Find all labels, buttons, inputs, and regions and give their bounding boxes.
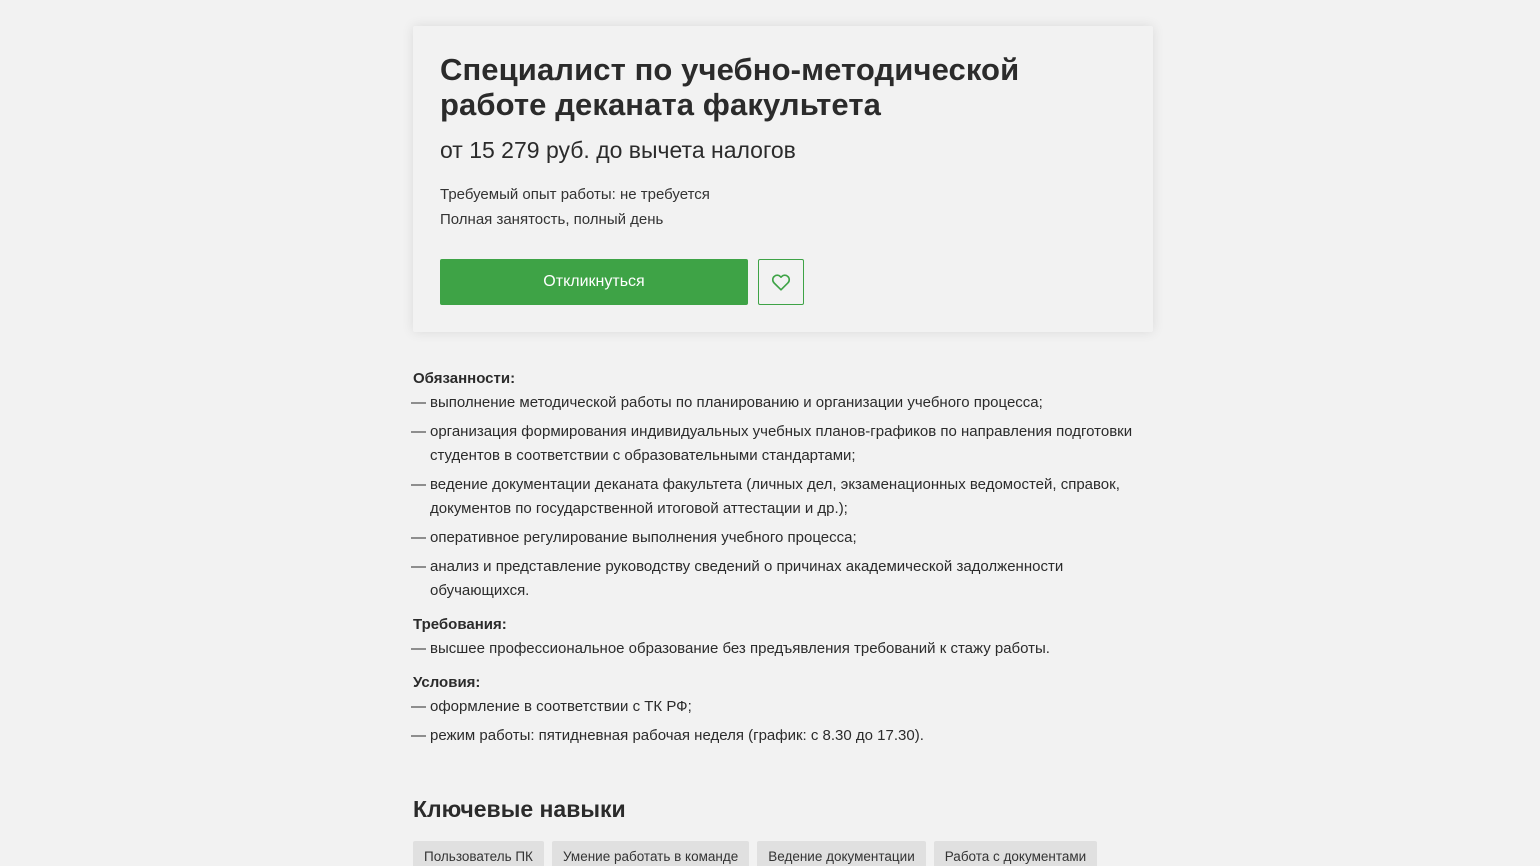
list-item-text: анализ и представление руководству сведений о причинах академической задолженности обучающихся. bbox=[430, 558, 1064, 599]
duties-heading: Обязанности: bbox=[413, 370, 516, 387]
experience-text: Требуемый опыт работы: не требуется bbox=[440, 186, 710, 203]
requirements-heading: Требования: bbox=[413, 616, 507, 633]
skill-tag[interactable]: Ведение документации bbox=[757, 841, 926, 866]
favorite-button[interactable] bbox=[758, 259, 804, 305]
employment-text: Полная занятость, полный день bbox=[440, 211, 664, 228]
list-item bbox=[413, 695, 1163, 719]
list-dash: — bbox=[411, 698, 426, 715]
list-dash: — bbox=[411, 476, 426, 493]
heart-icon bbox=[771, 273, 791, 291]
list-dash: — bbox=[411, 423, 426, 440]
list-dash: — bbox=[411, 727, 426, 744]
duties-section bbox=[413, 367, 1163, 603]
list-item-text: выполнение методической работы по планированию и организации учебного процесса; bbox=[430, 394, 1043, 411]
list-item-text: высшее профессиональное образование без предъявления требований к стажу работы. bbox=[430, 640, 1050, 657]
list-item bbox=[413, 420, 1163, 468]
list-item bbox=[413, 526, 1163, 550]
vacancy-salary: от 15 279 руб. до вычета налогов bbox=[440, 137, 796, 163]
list-item bbox=[413, 473, 1163, 521]
list-item bbox=[413, 637, 1163, 661]
list-dash: — bbox=[411, 529, 426, 546]
skill-tag[interactable]: Работа с документами bbox=[934, 841, 1097, 866]
skill-tag[interactable]: Пользователь ПК bbox=[413, 841, 544, 866]
list-dash: — bbox=[411, 394, 426, 411]
list-dash: — bbox=[411, 558, 426, 575]
skills-list bbox=[413, 841, 1097, 866]
requirements-section bbox=[413, 613, 1163, 661]
conditions-heading: Условия: bbox=[413, 674, 481, 691]
list-item-text: режим работы: пятидневная рабочая неделя (график: с 8.30 до 17.30). bbox=[430, 727, 924, 744]
list-item bbox=[413, 724, 1163, 748]
vacancy-description bbox=[413, 367, 1163, 758]
vacancy-meta bbox=[440, 182, 1126, 232]
conditions-section bbox=[413, 671, 1163, 748]
list-item-text: организация формирования индивидуальных учебных планов-графиков по направления подготовки студентов в соответствии с образовательными стандартами; bbox=[430, 423, 1133, 464]
vacancy-actions bbox=[440, 259, 804, 305]
respond-button[interactable]: Откликнуться bbox=[440, 259, 748, 305]
list-item-text: оперативное регулирование выполнения учебного процесса; bbox=[430, 529, 857, 546]
skills-heading: Ключевые навыки bbox=[413, 796, 626, 822]
vacancy-card bbox=[413, 26, 1153, 332]
list-item bbox=[413, 555, 1163, 603]
list-item bbox=[413, 391, 1163, 415]
skill-tag[interactable]: Умение работать в команде bbox=[552, 841, 749, 866]
list-dash: — bbox=[411, 640, 426, 657]
list-item-text: оформление в соответствии с ТК РФ; bbox=[430, 698, 692, 715]
list-item-text: ведение документации деканата факультета (личных дел, экзаменационных ведомостей, справок, документов по государственной итоговой аттестации и др.); bbox=[430, 476, 1120, 517]
vacancy-title: Специалист по учебно-методической работе деканата факультета bbox=[440, 52, 1020, 122]
